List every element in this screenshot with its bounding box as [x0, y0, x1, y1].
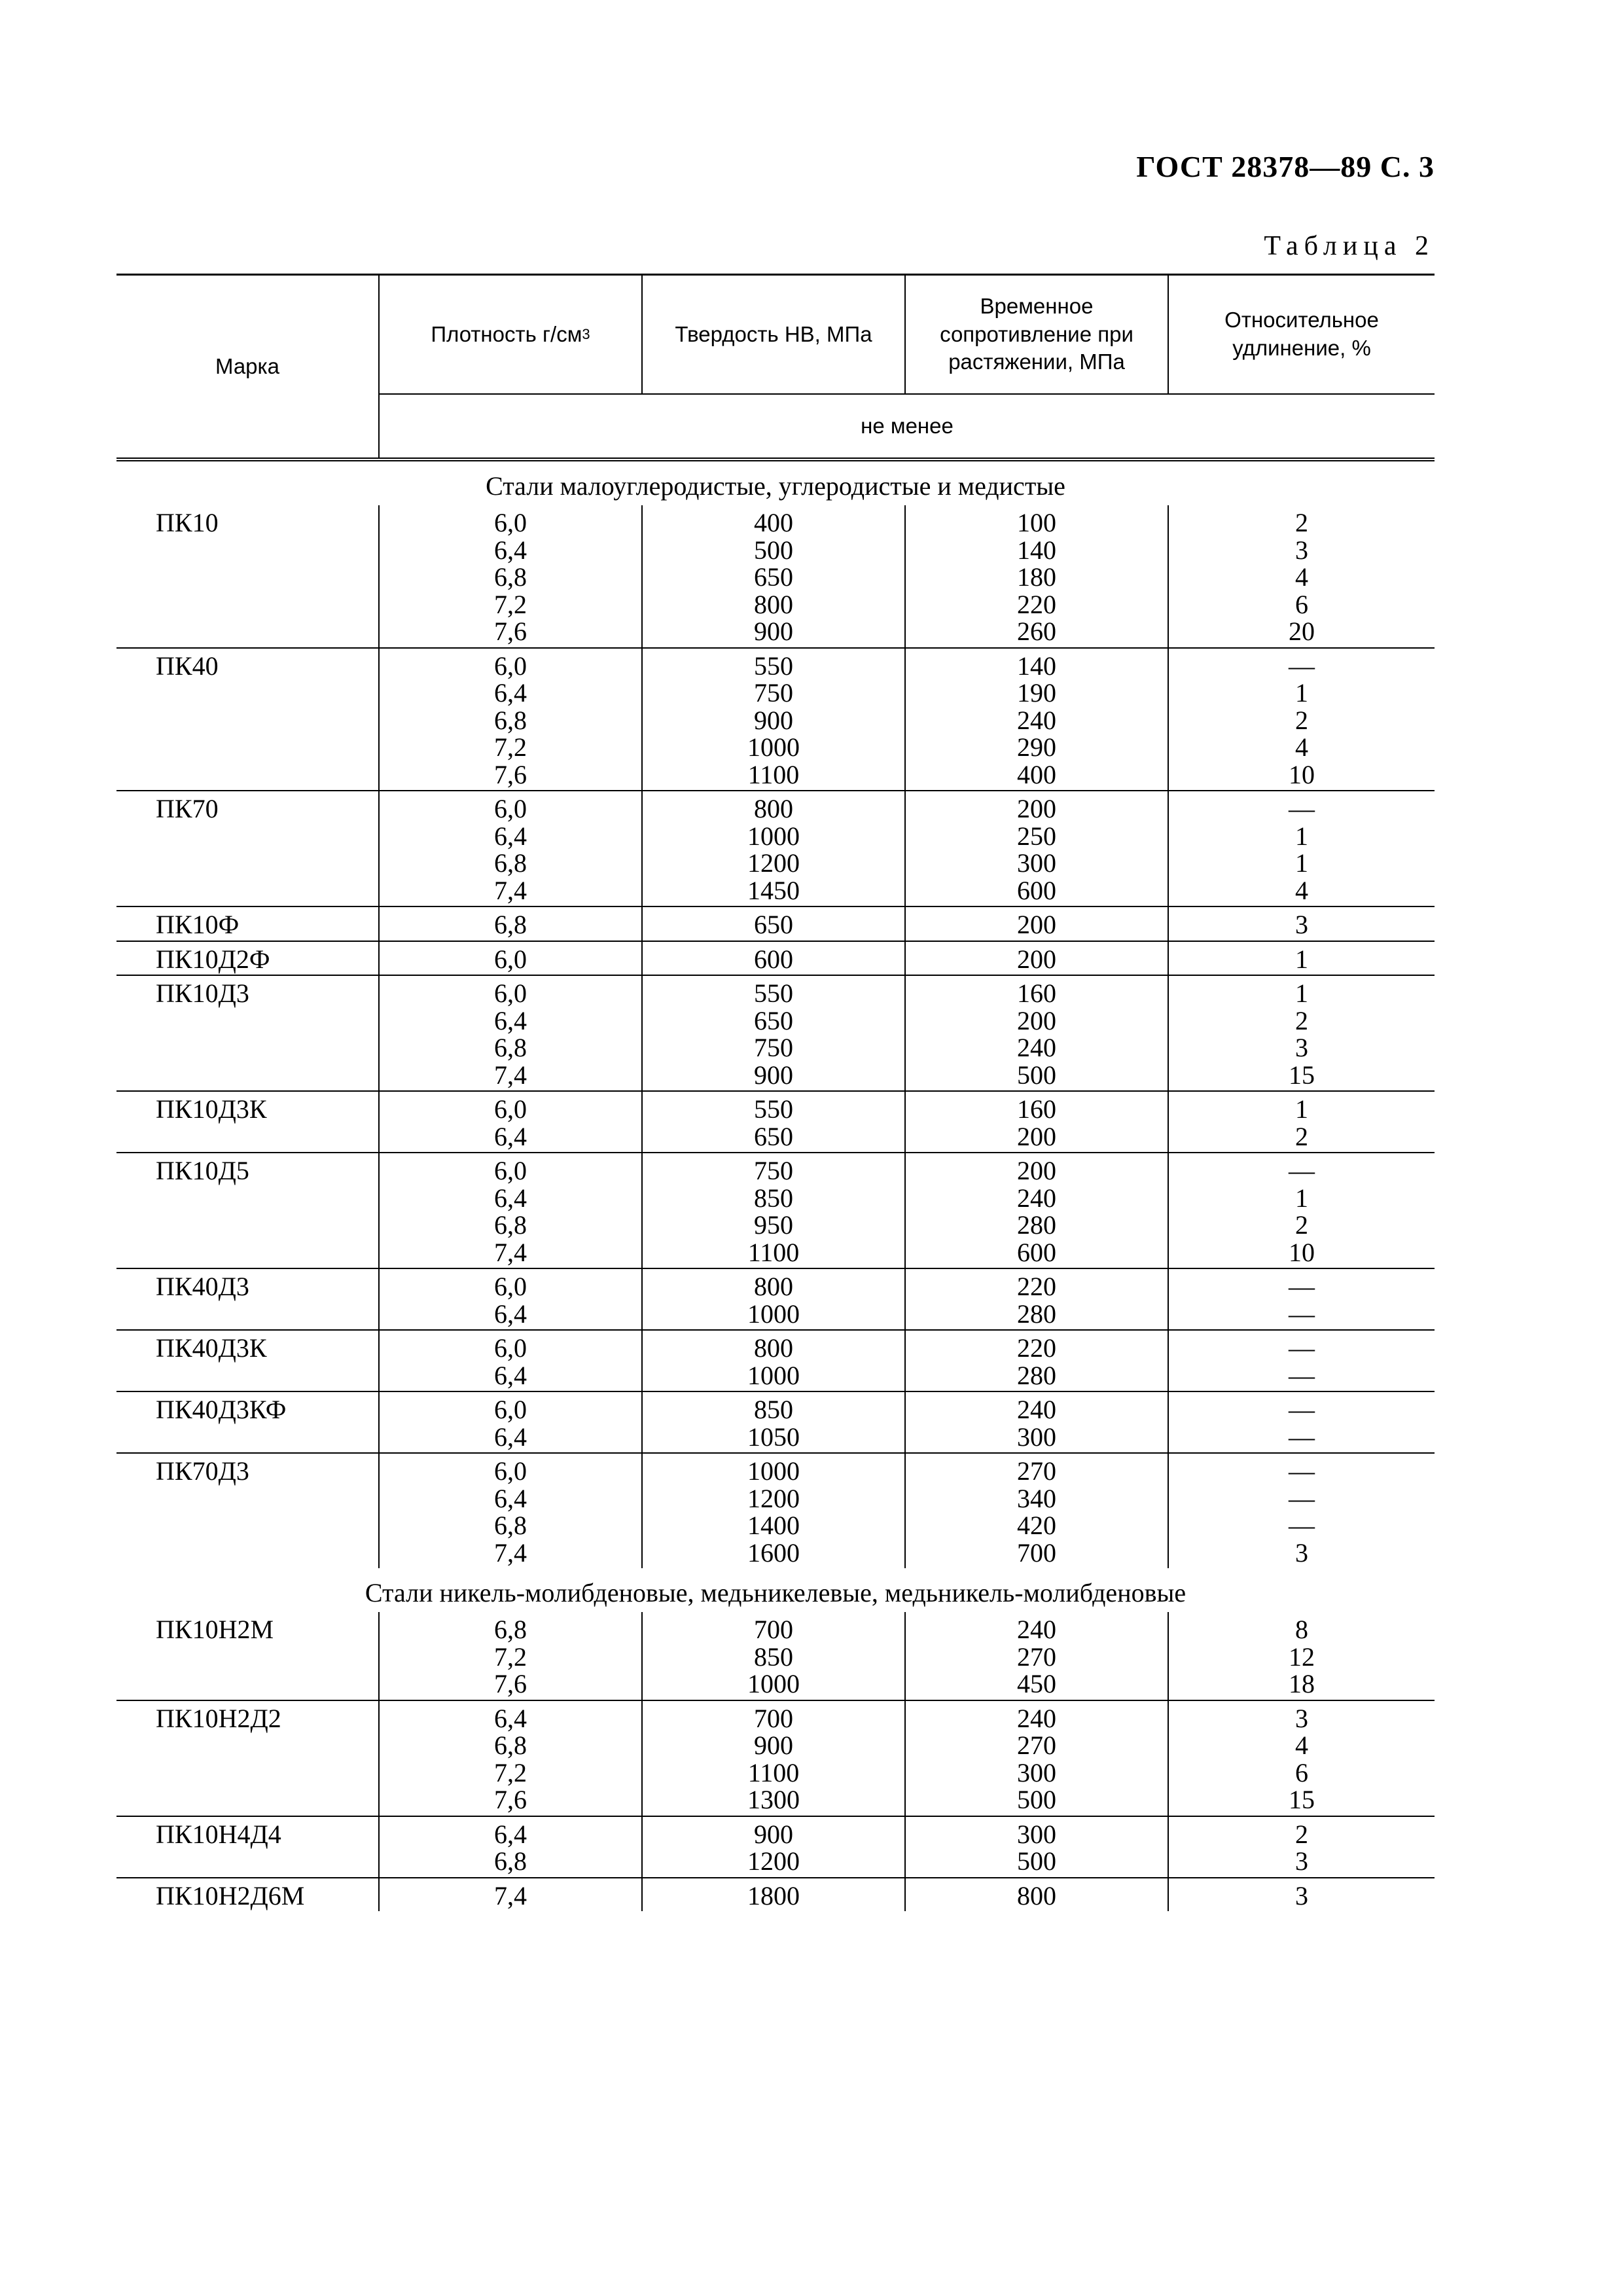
density-value: 7,4 [494, 1060, 527, 1090]
hardness-value: 1000 [747, 1456, 800, 1486]
hardness-value: 850 [754, 1395, 793, 1424]
strength-value: 240 [1017, 1703, 1056, 1733]
density-value: 6,4 [494, 1121, 527, 1151]
density-value: 7,4 [494, 1537, 527, 1568]
density-cell [380, 505, 643, 647]
hardness-value: 650 [754, 1005, 793, 1035]
strength-cell [906, 1092, 1169, 1152]
density-value: 6,0 [494, 508, 527, 537]
density-value: 6,4 [494, 678, 527, 708]
grade-cell: ПК10Д2Ф [116, 942, 380, 975]
table-row [116, 1612, 1435, 1700]
elongation-value: 18 [1289, 1669, 1315, 1698]
elongation-value: — [1289, 794, 1315, 823]
table-row [116, 1816, 1435, 1877]
table-row [116, 1877, 1435, 1912]
elongation-cell [1169, 1878, 1435, 1912]
strength-value: 140 [1017, 535, 1056, 565]
strength-value: 400 [1017, 759, 1056, 789]
hardness-cell [643, 1454, 906, 1568]
strength-value: 500 [1017, 1846, 1056, 1876]
page-header: ГОСТ 28378—89 С. 3 [1136, 150, 1435, 183]
hardness-cell [643, 976, 906, 1090]
elongation-value: — [1289, 1483, 1315, 1513]
elongation-value: 3 [1295, 1703, 1308, 1733]
hardness-value: 900 [754, 1060, 793, 1090]
elongation-value: 1 [1295, 978, 1308, 1008]
hardness-value: 900 [754, 1731, 793, 1760]
strength-value: 280 [1017, 1299, 1056, 1329]
hardness-value: 1000 [747, 1669, 800, 1698]
density-cell [380, 1454, 643, 1568]
hardness-value: 1000 [747, 732, 800, 762]
elongation-value: — [1289, 1156, 1315, 1185]
density-value: 7,2 [494, 1641, 527, 1672]
strength-value: 240 [1017, 705, 1056, 735]
strength-cell [906, 976, 1169, 1090]
hardness-cell [643, 1392, 906, 1452]
grade-cell: ПК10Д3 [116, 976, 380, 1090]
density-value: 6,0 [494, 1272, 527, 1301]
strength-value: 260 [1017, 617, 1056, 646]
density-cell [380, 976, 643, 1090]
table-header [116, 274, 1435, 461]
strength-cell [906, 1878, 1169, 1912]
elongation-value: — [1289, 1272, 1315, 1301]
density-cell [380, 1701, 643, 1816]
table-row [116, 1268, 1435, 1329]
elongation-cell [1169, 1817, 1435, 1877]
hardness-cell [643, 1331, 906, 1391]
density-value: 6,4 [494, 1360, 527, 1390]
density-value: 7,6 [494, 1669, 527, 1698]
hardness-cell [643, 1153, 906, 1268]
hardness-value: 1300 [747, 1785, 800, 1814]
hardness-value: 1400 [747, 1511, 800, 1540]
density-value: 6,0 [494, 944, 527, 974]
density-value: 6,8 [494, 1615, 527, 1644]
hardness-cell [643, 1269, 906, 1329]
hardness-value: 1450 [747, 875, 800, 905]
table-row [116, 647, 1435, 791]
elongation-value: 1 [1295, 1094, 1308, 1124]
strength-value: 270 [1017, 1456, 1056, 1486]
density-value: 6,4 [494, 1703, 527, 1733]
strength-value: 340 [1017, 1483, 1056, 1513]
density-value: 6,8 [494, 705, 527, 735]
hardness-value: 650 [754, 1121, 793, 1151]
grade-cell: ПК10Ф [116, 907, 380, 941]
strength-value: 190 [1017, 678, 1056, 708]
density-cell [380, 1153, 643, 1268]
elongation-cell [1169, 1269, 1435, 1329]
hardness-value: 1200 [747, 1846, 800, 1876]
density-value: 7,4 [494, 1880, 527, 1910]
strength-value: 200 [1017, 910, 1056, 939]
density-value: 6,8 [494, 1033, 527, 1062]
density-value: 6,8 [494, 1731, 527, 1760]
strength-value: 280 [1017, 1210, 1056, 1240]
elongation-cell [1169, 1153, 1435, 1268]
elongation-value: 6 [1295, 589, 1308, 619]
hardness-value: 850 [754, 1183, 793, 1213]
hardness-value: 550 [754, 651, 793, 681]
hardness-cell [643, 649, 906, 791]
density-value: 6,4 [494, 535, 527, 565]
elongation-value: 1 [1295, 1183, 1308, 1213]
elongation-value: — [1289, 1456, 1315, 1486]
section-title: Стали малоуглеродистые, углеродистые и медистые [486, 471, 1065, 501]
elongation-value: 20 [1289, 617, 1315, 646]
elongation-cell [1169, 649, 1435, 791]
elongation-value: 1 [1295, 848, 1308, 878]
density-value: 7,2 [494, 732, 527, 762]
table-row [116, 505, 1435, 647]
density-value: 6,0 [494, 1094, 527, 1124]
hardness-value: 750 [754, 1033, 793, 1062]
elongation-value: — [1289, 1422, 1315, 1452]
elongation-cell [1169, 942, 1435, 975]
density-value: 6,4 [494, 1299, 527, 1329]
elongation-value: 1 [1295, 678, 1308, 708]
hardness-cell [643, 1817, 906, 1877]
elongation-cell [1169, 976, 1435, 1090]
strength-value: 220 [1017, 1333, 1056, 1363]
grade-cell: ПК10Н2Д6М [116, 1878, 380, 1912]
elongation-cell [1169, 1331, 1435, 1391]
density-value: 6,0 [494, 1395, 527, 1424]
elongation-value: 3 [1295, 1033, 1308, 1062]
hardness-value: 900 [754, 705, 793, 735]
grade-cell: ПК40Д3КФ [116, 1392, 380, 1452]
strength-cell [906, 1701, 1169, 1816]
table-row [116, 1090, 1435, 1152]
hardness-value: 1200 [747, 1483, 800, 1513]
density-cell [380, 1331, 643, 1391]
hardness-value: 600 [754, 944, 793, 974]
hardness-value: 700 [754, 1615, 793, 1644]
elongation-value: 3 [1295, 1537, 1308, 1568]
strength-cell [906, 1331, 1169, 1391]
elongation-value: — [1289, 1395, 1315, 1424]
density-value: 6,4 [494, 1005, 527, 1035]
strength-value: 290 [1017, 732, 1056, 762]
density-value: 7,6 [494, 759, 527, 789]
hardness-value: 800 [754, 1272, 793, 1301]
density-value: 6,0 [494, 651, 527, 681]
strength-value: 220 [1017, 1272, 1056, 1301]
strength-value: 700 [1017, 1537, 1056, 1568]
header-density: Плотность г/см 3 [380, 276, 643, 395]
elongation-value: 1 [1295, 821, 1308, 851]
table-row [116, 1452, 1435, 1568]
strength-value: 500 [1017, 1060, 1056, 1090]
grade-cell: ПК40Д3К [116, 1331, 380, 1391]
grade-cell: ПК70 [116, 791, 380, 906]
strength-value: 200 [1017, 1156, 1056, 1185]
elongation-value: 4 [1295, 875, 1308, 905]
elongation-cell [1169, 1092, 1435, 1152]
hardness-cell [643, 1878, 906, 1912]
hardness-value: 1600 [747, 1537, 800, 1568]
grade-cell: ПК10Н4Д4 [116, 1817, 380, 1877]
elongation-value: — [1289, 1333, 1315, 1363]
hardness-value: 800 [754, 1333, 793, 1363]
density-value: 6,4 [494, 821, 527, 851]
elongation-value: — [1289, 1511, 1315, 1540]
hardness-value: 550 [754, 1094, 793, 1124]
strength-value: 140 [1017, 651, 1056, 681]
strength-value: 300 [1017, 1757, 1056, 1787]
density-value: 6,8 [494, 1846, 527, 1876]
strength-cell [906, 1269, 1169, 1329]
hardness-value: 700 [754, 1703, 793, 1733]
strength-value: 200 [1017, 1005, 1056, 1035]
density-value: 7,6 [494, 617, 527, 646]
elongation-value: 15 [1289, 1060, 1315, 1090]
density-value: 6,0 [494, 1456, 527, 1486]
hardness-value: 1050 [747, 1422, 800, 1452]
strength-value: 240 [1017, 1395, 1056, 1424]
strength-cell [906, 505, 1169, 647]
density-cell [380, 649, 643, 791]
density-value: 6,8 [494, 1511, 527, 1540]
density-cell [380, 1612, 643, 1700]
strength-value: 300 [1017, 848, 1056, 878]
strength-cell [906, 649, 1169, 791]
grade-cell: ПК10Д5 [116, 1153, 380, 1268]
elongation-cell [1169, 1392, 1435, 1452]
strength-value: 500 [1017, 1785, 1056, 1814]
table-row [116, 790, 1435, 906]
grade-cell: ПК10 [116, 505, 380, 647]
density-cell [380, 1878, 643, 1912]
elongation-value: 12 [1289, 1641, 1315, 1672]
elongation-value: 2 [1295, 1819, 1308, 1849]
density-cell [380, 1817, 643, 1877]
header-hardness: Твердость НВ, МПа [643, 276, 906, 395]
density-cell [380, 907, 643, 941]
elongation-value: 6 [1295, 1757, 1308, 1787]
elongation-cell [1169, 1454, 1435, 1568]
strength-cell [906, 942, 1169, 975]
density-value: 6,0 [494, 1333, 527, 1363]
header-elongation: Относительное удлинение, % [1169, 276, 1435, 395]
hardness-value: 1000 [747, 1299, 800, 1329]
elongation-cell [1169, 907, 1435, 941]
hardness-value: 800 [754, 589, 793, 619]
hardness-value: 400 [754, 508, 793, 537]
elongation-value: 2 [1295, 1121, 1308, 1151]
strength-value: 420 [1017, 1511, 1056, 1540]
strength-cell [906, 1392, 1169, 1452]
strength-value: 450 [1017, 1669, 1056, 1698]
elongation-value: 2 [1295, 1005, 1308, 1035]
header-marka: Марка [116, 276, 380, 457]
elongation-cell [1169, 1701, 1435, 1816]
strength-cell [906, 907, 1169, 941]
hardness-cell [643, 791, 906, 906]
elongation-value: 2 [1295, 705, 1308, 735]
elongation-value: — [1289, 1299, 1315, 1329]
hardness-value: 1200 [747, 848, 800, 878]
density-value: 6,8 [494, 562, 527, 592]
strength-cell [906, 1612, 1169, 1700]
hardness-value: 1100 [747, 1237, 800, 1267]
strength-value: 200 [1017, 944, 1056, 974]
density-value: 6,0 [494, 1156, 527, 1185]
strength-value: 200 [1017, 1121, 1056, 1151]
strength-value: 250 [1017, 821, 1056, 851]
hardness-value: 900 [754, 617, 793, 646]
header-not-less: не менее [861, 413, 954, 438]
strength-value: 280 [1017, 1360, 1056, 1390]
hardness-value: 650 [754, 910, 793, 939]
density-value: 6,0 [494, 978, 527, 1008]
density-cell [380, 791, 643, 906]
elongation-value: 2 [1295, 508, 1308, 537]
grade-cell: ПК70Д3 [116, 1454, 380, 1568]
elongation-value: 3 [1295, 1880, 1308, 1910]
density-value: 6,4 [494, 1422, 527, 1452]
density-value: 6,4 [494, 1819, 527, 1849]
hardness-value: 850 [754, 1641, 793, 1672]
strength-value: 600 [1017, 1237, 1056, 1267]
elongation-value: 15 [1289, 1785, 1315, 1814]
density-value: 6,4 [494, 1483, 527, 1513]
density-value: 7,4 [494, 1237, 527, 1267]
strength-cell [906, 791, 1169, 906]
density-cell [380, 1092, 643, 1152]
strength-value: 200 [1017, 794, 1056, 823]
strength-value: 300 [1017, 1819, 1056, 1849]
table-row [116, 941, 1435, 975]
strength-value: 220 [1017, 589, 1056, 619]
hardness-cell [643, 942, 906, 975]
grade-cell: ПК40Д3 [116, 1269, 380, 1329]
hardness-value: 750 [754, 678, 793, 708]
strength-value: 600 [1017, 875, 1056, 905]
elongation-value: 3 [1295, 1846, 1308, 1876]
grade-cell: ПК10Д3К [116, 1092, 380, 1152]
hardness-value: 1000 [747, 1360, 800, 1390]
grade-cell: ПК40 [116, 649, 380, 791]
hardness-value: 1100 [747, 759, 800, 789]
strength-value: 160 [1017, 978, 1056, 1008]
header-strength: Временное сопротивление при растяжении, МПа [906, 276, 1169, 395]
strength-value: 800 [1017, 1880, 1056, 1910]
strength-cell [906, 1153, 1169, 1268]
strength-value: 180 [1017, 562, 1056, 592]
hardness-value: 950 [754, 1210, 793, 1240]
hardness-cell [643, 1092, 906, 1152]
elongation-value: 3 [1295, 910, 1308, 939]
strength-value: 240 [1017, 1183, 1056, 1213]
table-2 [116, 274, 1435, 1911]
strength-value: 240 [1017, 1033, 1056, 1062]
elongation-value: 4 [1295, 562, 1308, 592]
elongation-cell [1169, 505, 1435, 647]
elongation-cell [1169, 791, 1435, 906]
grade-cell: ПК10Н2Д2 [116, 1701, 380, 1816]
elongation-value: — [1289, 651, 1315, 681]
strength-value: 100 [1017, 508, 1056, 537]
strength-cell [906, 1817, 1169, 1877]
elongation-value: 8 [1295, 1615, 1308, 1644]
hardness-cell [643, 1612, 906, 1700]
strength-value: 160 [1017, 1094, 1056, 1124]
density-cell [380, 1269, 643, 1329]
table-row [116, 906, 1435, 941]
hardness-value: 650 [754, 562, 793, 592]
elongation-value: 4 [1295, 732, 1308, 762]
section-title: Стали никель-молибденовые, медьникелевые, медьникель-молибденовые [365, 1578, 1186, 1607]
density-value: 7,6 [494, 1785, 527, 1814]
hardness-cell [643, 907, 906, 941]
elongation-value: 2 [1295, 1210, 1308, 1240]
density-cell [380, 1392, 643, 1452]
grade-cell: ПК10Н2М [116, 1612, 380, 1700]
elongation-cell [1169, 1612, 1435, 1700]
strength-value: 240 [1017, 1615, 1056, 1644]
hardness-value: 1100 [747, 1757, 800, 1787]
density-value: 6,8 [494, 910, 527, 939]
table-row [116, 1391, 1435, 1452]
hardness-value: 550 [754, 978, 793, 1008]
density-value: 7,2 [494, 1757, 527, 1787]
hardness-value: 750 [754, 1156, 793, 1185]
elongation-value: 3 [1295, 535, 1308, 565]
strength-value: 300 [1017, 1422, 1056, 1452]
elongation-value: — [1289, 1360, 1315, 1390]
density-cell [380, 942, 643, 975]
density-value: 6,4 [494, 1183, 527, 1213]
density-value: 6,8 [494, 1210, 527, 1240]
density-value: 6,8 [494, 848, 527, 878]
hardness-cell [643, 505, 906, 647]
table-row [116, 1152, 1435, 1268]
strength-value: 270 [1017, 1641, 1056, 1672]
table-row [116, 1329, 1435, 1391]
strength-cell [906, 1454, 1169, 1568]
header-density-label: Плотность г/см [431, 321, 582, 346]
hardness-value: 800 [754, 794, 793, 823]
hardness-value: 900 [754, 1819, 793, 1849]
hardness-value: 1800 [747, 1880, 800, 1910]
density-value: 7,2 [494, 589, 527, 619]
density-value: 7,4 [494, 875, 527, 905]
hardness-value: 500 [754, 535, 793, 565]
elongation-value: 10 [1289, 1237, 1315, 1267]
table-body [116, 461, 1435, 1911]
strength-value: 270 [1017, 1731, 1056, 1760]
density-value: 6,0 [494, 794, 527, 823]
hardness-value: 1000 [747, 821, 800, 851]
elongation-value: 10 [1289, 759, 1315, 789]
hardness-cell [643, 1701, 906, 1816]
table-row [116, 975, 1435, 1090]
table-label: Таблица 2 [1264, 231, 1435, 261]
elongation-value: 4 [1295, 1731, 1308, 1760]
table-row [116, 1700, 1435, 1816]
elongation-value: 1 [1295, 944, 1308, 974]
